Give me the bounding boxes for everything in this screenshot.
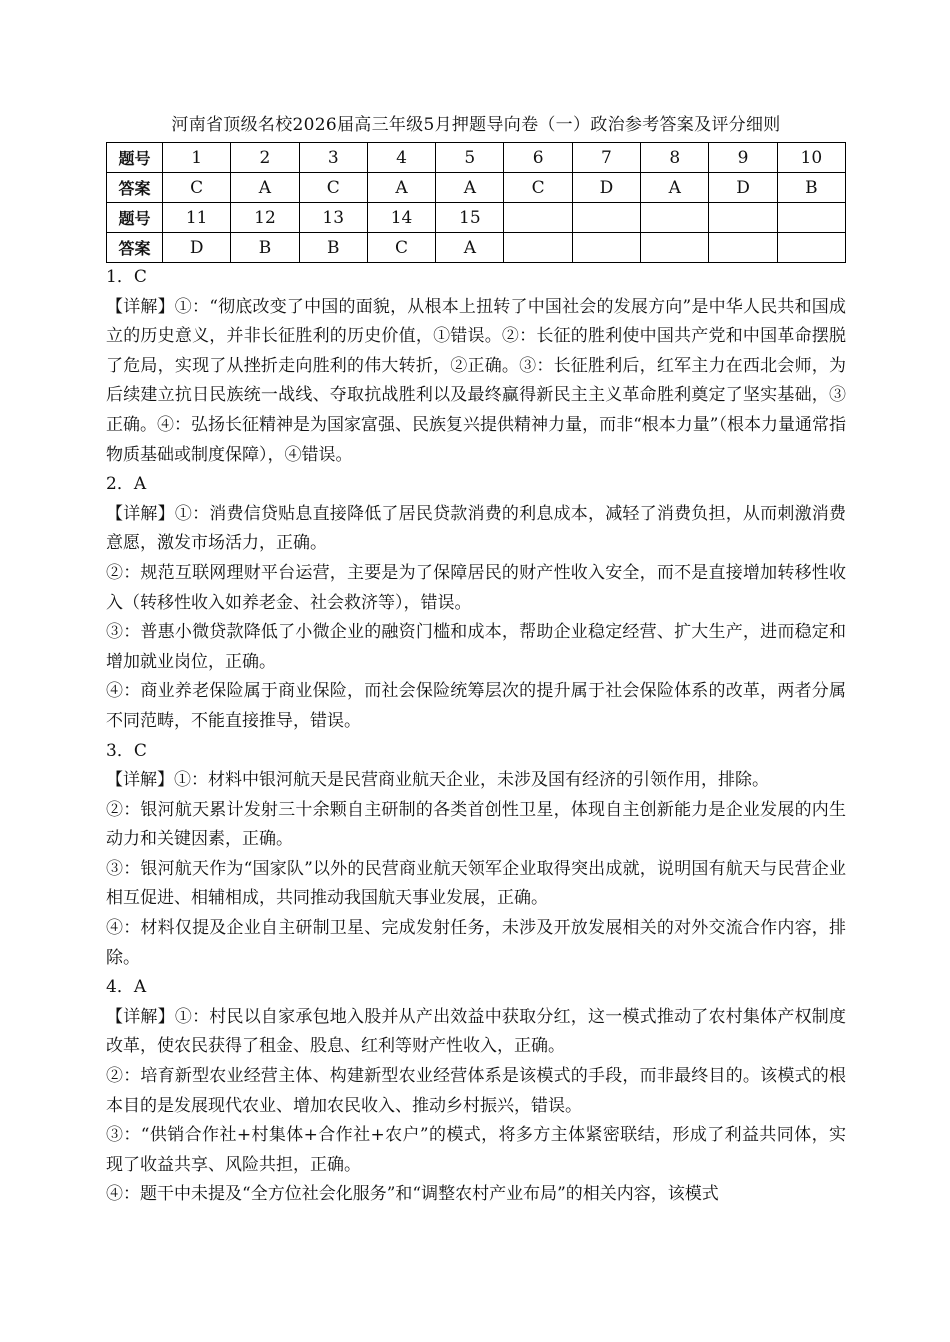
question-number-cell — [504, 203, 572, 233]
answer-cell: B — [299, 233, 367, 263]
answer-cell: A — [367, 173, 435, 203]
answer-cell — [572, 233, 640, 263]
question-number-cell: 10 — [777, 143, 845, 173]
answer-cell: A — [641, 173, 709, 203]
question-number-cell: 3 — [299, 143, 367, 173]
question-number-label: 题号 — [107, 143, 163, 173]
question-number-cell: 2 — [231, 143, 299, 173]
answer-row — [107, 173, 846, 203]
answer-table — [106, 142, 846, 263]
question-number-cell: 11 — [163, 203, 231, 233]
question-number-cell: 7 — [572, 143, 640, 173]
question-number-cell: 4 — [367, 143, 435, 173]
question-number-cell — [777, 203, 845, 233]
question-number-cell: 8 — [641, 143, 709, 173]
explanation-paragraph: 【详解】①：“彻底改变了中国的面貌，从根本上扭转了中国社会的发展方向”是中华人民共和国成立的历史意义，并非长征胜利的历史价值，①错误。②：长征的胜利使中国共产党和中国革命摆脱了危局，实现了从挫折走向胜利的伟大转折，②正确。③：长征胜利后，红军主力在西北会师，为后续建立抗日民族统一战线、夺取抗战胜利以及最终赢得新民主主义革命胜利奠定了坚实基础，③正确。④：弘扬长征精神是为国家富强、民族复兴提供精神力量，而非“根本力量”（根本力量通常指物质基础或制度保障），④错误。 — [106, 296, 846, 465]
question-number-row — [107, 203, 846, 233]
question-number-cell: 14 — [367, 203, 435, 233]
explanation-paragraph: 【详解】①：消费信贷贴息直接降低了居民贷款消费的利息成本，减轻了消费负担，从而刺激消费意愿，激发市场活力，正确。 — [106, 503, 846, 554]
answer-cell: A — [231, 173, 299, 203]
question-answer-heading: 3．C — [106, 740, 147, 761]
question-number-cell: 1 — [163, 143, 231, 173]
answer-cell — [777, 233, 845, 263]
explanation-paragraph: ③：普惠小微贷款降低了小微企业的融资门槛和成本，帮助企业稳定经营、扩大生产，进而稳定和增加就业岗位，正确。 — [106, 622, 846, 672]
question-answer-heading: 4．A — [106, 977, 147, 998]
answer-cell: D — [572, 173, 640, 203]
answer-cell: A — [436, 233, 504, 263]
explanation-paragraph: ③：“供销合作社+村集体+合作社+农户”的模式，将多方主体紧密联结，形成了利益共同体，实现了收益共享、风险共担，正确。 — [106, 1125, 846, 1175]
question-number-cell: 5 — [436, 143, 504, 173]
explanation-paragraph: ②：银河航天累计发射三十余颗自主研制的各类首创性卫星，体现自主创新能力是企业发展的内生动力和关键因素，正确。 — [106, 799, 846, 850]
question-answer-heading: 1．C — [106, 267, 147, 287]
answer-cell — [504, 233, 572, 263]
answer-cell: B — [231, 233, 299, 263]
document-page — [106, 112, 846, 1210]
explanation-paragraph: ④：商业养老保险属于商业保险，而社会保险统筹层次的提升属于社会保险体系的改革，两者分属不同范畴，不能直接推导，错误。 — [106, 681, 846, 731]
answer-cell — [641, 233, 709, 263]
question-number-cell — [572, 203, 640, 233]
answer-cell: C — [299, 173, 367, 203]
answer-row — [107, 233, 846, 263]
answer-cell: D — [709, 173, 777, 203]
explanation-paragraph: ④：材料仅提及企业自主研制卫星、完成发射任务，未涉及开放发展相关的对外交流合作内容，排除。 — [106, 918, 846, 968]
explanation-paragraph: ②：培育新型农业经营主体、构建新型农业经营体系是该模式的手段，而非最终目的。该模式的根本目的是发展现代农业、增加农民收入、推动乡村振兴，错误。 — [106, 1066, 846, 1116]
answer-cell: C — [163, 173, 231, 203]
explanation-paragraph: ④：题干中未提及“全方位社会化服务”和“调整农村产业布局”的相关内容，该模式 — [106, 1184, 719, 1205]
question-number-cell: 15 — [436, 203, 504, 233]
answer-cell — [709, 233, 777, 263]
answer-cell: C — [504, 173, 572, 203]
question-number-cell: 13 — [299, 203, 367, 233]
question-number-cell: 9 — [709, 143, 777, 173]
answer-cell: B — [777, 173, 845, 203]
answer-cell: D — [163, 233, 231, 263]
answer-cell: C — [367, 233, 435, 263]
question-answer-heading: 2．A — [106, 474, 147, 495]
explanation-paragraph: ②：规范互联网理财平台运营，主要是为了保障居民的财产性收入安全，而不是直接增加转移性收入（转移性收入如养老金、社会救济等），错误。 — [106, 562, 846, 613]
explanation-paragraph: 【详解】①：材料中银河航天是民营商业航天企业，未涉及国有经济的引领作用，排除。 — [106, 770, 769, 791]
question-number-label: 题号 — [107, 203, 163, 233]
question-number-cell — [641, 203, 709, 233]
explanation-content — [106, 263, 846, 1210]
explanation-paragraph: 【详解】①：村民以自家承包地入股并从产出效益中获取分红，这一模式推动了农村集体产权制度改革，使农民获得了租金、股息、红利等财产性收入，正确。 — [106, 1006, 846, 1057]
question-number-cell: 6 — [504, 143, 572, 173]
answer-label: 答案 — [107, 233, 163, 263]
answer-label: 答案 — [107, 173, 163, 203]
explanation-paragraph: ③：银河航天作为“国家队”以外的民营商业航天领军企业取得突出成就，说明国有航天与民营企业相互促进、相辅相成，共同推动我国航天事业发展，正确。 — [106, 858, 846, 909]
question-number-cell: 12 — [231, 203, 299, 233]
question-number-cell — [709, 203, 777, 233]
question-number-row — [107, 143, 846, 173]
answer-cell: A — [436, 173, 504, 203]
document-title: 河南省顶级名校2026届高三年级5月押题导向卷（一）政治参考答案及评分细则 — [171, 115, 781, 135]
